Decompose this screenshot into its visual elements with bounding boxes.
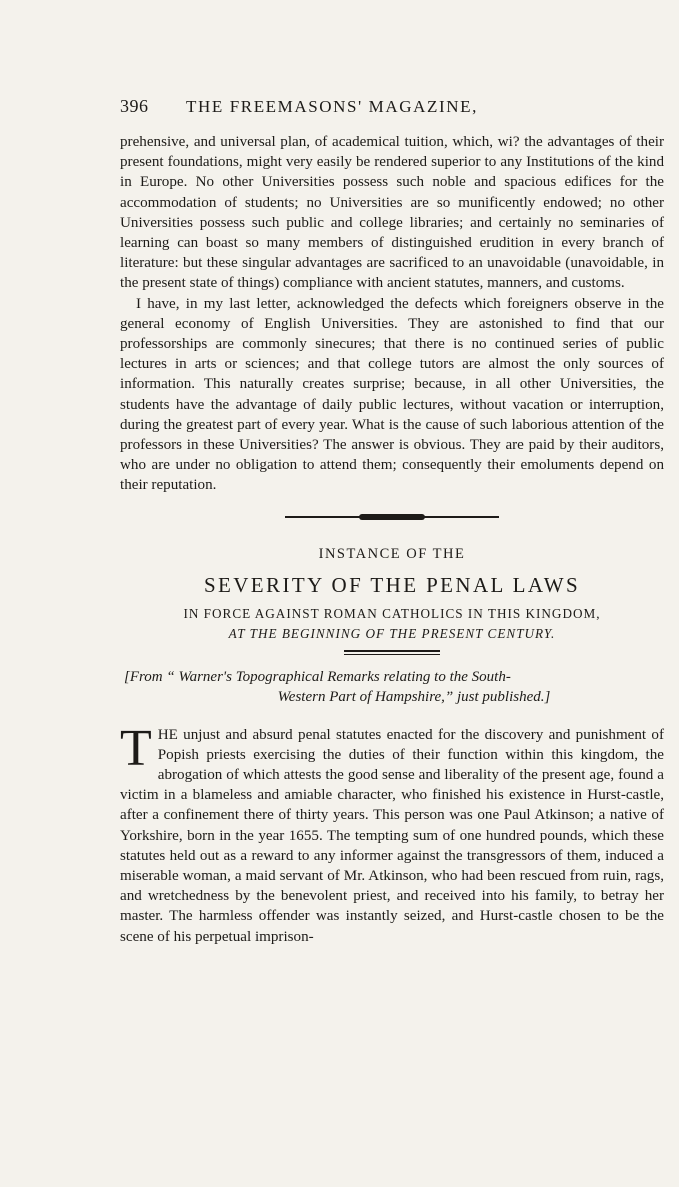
article-body-text: HE unjust and absurd penal statutes enacted for the discovery and punishment of Popish priests exercising the duties of their function within this kingdom, the abrogation of which attests the good sense and liberality of the present age, found a victim in a blameless and amiable character, who finished his existence in Hurst-castle, after a confinement there of thirty years. This person was one Paul Atkinson; a native of Yorkshire, born in the year 1655. The tempting sum of one hundred pounds, which these statutes held out as a reward to any informer against the transgressors of them, induced a miserable woman, a maid servant of Mr. Atkinson, who had been rescued from ruin, rags, and wretchedness by the benevolent priest, and received into his family, to betray her master. The harmless offender was instantly seized, and Hurst-castle chosen to be the scene of his perpetual imprison-: [120, 726, 664, 945]
article-heading-small: INSTANCE OF THE: [318, 545, 466, 562]
article-title: SEVERITY OF THE PENAL LAWS: [203, 572, 581, 597]
source-citation: [120, 667, 664, 707]
title-rule: [344, 650, 440, 655]
paragraph-universities: I have, in my last letter, acknowledged the defects which foreigners observe in the general economy of English Universities. They are astonished to find that our professorships are commonly sinecures; that there is no continued series of public lectures in arts or sciences; and that college tutors are almost the only sources of information. This naturally creates surprise; because, in all other Universities, the students have the advantage of daily public lectures, without vacation or interruption, during the greatest part of every year. What is the cause of such laborious attention of the professors in these Universities? The answer is obvious. They are paid by their auditors, who are under no obligation to attend them; consequently their emoluments depend on their reputation.: [120, 295, 664, 494]
page-header: [120, 96, 664, 132]
article-subtitle-2: AT THE BEGINNING OF THE PRESENT CENTURY.: [228, 625, 556, 641]
page: [120, 96, 664, 947]
drop-cap: T: [120, 719, 152, 777]
section-divider: [285, 514, 499, 520]
paragraph-continued: prehensive, and universal plan, of academical tuition, which, wi? the advantages of their present foundations, might very easily be rendered superior to any Institutions of the kind in Europe. No other Universities possess such noble and spacious edifices for the accommodation of students; no Universities are so munificently endowed; no other Universities possess such public and college libraries; and certainly no seminaries of learning can boast so many members of distinguished erudition in every branch of literature: but these singular advantages are sacrificed to an unavoidable (unavoidable, in the present state of things) compliance with ancient statutes, manners, and customs.: [120, 134, 664, 292]
source-line-1: [From “ Warner's Topographical Remarks relating to the South-: [124, 668, 511, 685]
source-line-2: Western Part of Hampshire,” just published.]: [277, 688, 551, 705]
page-number: 396: [120, 96, 149, 116]
article-body: [120, 719, 664, 947]
running-head: THE FREEMASONS' MAGAZINE,: [186, 97, 478, 116]
article-subtitle: IN FORCE AGAINST ROMAN CATHOLICS IN THIS KINGDOM,: [183, 605, 601, 621]
